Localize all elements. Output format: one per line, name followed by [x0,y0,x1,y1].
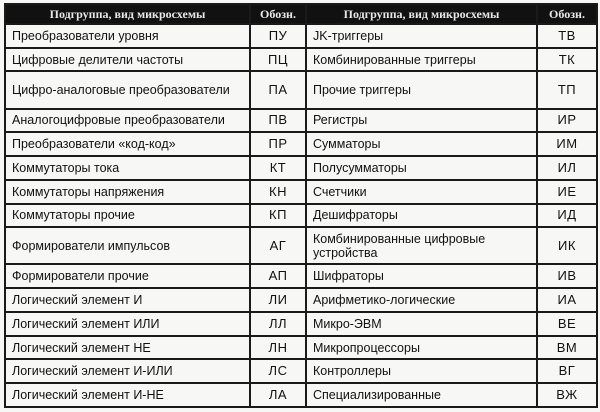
left-subgroup-name: Логический элемент ИЛИ [5,312,250,336]
table-row [5,204,597,228]
left-subgroup-name: Логический элемент И-НЕ [5,383,250,407]
right-subgroup-name: Дешифраторы [306,204,537,228]
right-subgroup-name: JK-триггеры [306,24,537,48]
table-row [5,24,597,48]
left-designation: ПВ [250,109,306,133]
right-designation: ИД [537,204,597,228]
table-row [5,288,597,312]
left-subgroup-name: Преобразователи уровня [5,24,250,48]
left-subgroup-name: Цифровые делители частоты [5,48,250,72]
microcircuit-designation-table [4,3,598,408]
right-designation: ВЖ [537,383,597,407]
header-subgroup-left: Подгруппа, вид микросхемы [5,4,250,24]
table-body [5,24,597,407]
table-row [5,109,597,133]
header-row [5,4,597,24]
table-row [5,359,597,383]
right-designation: ТП [537,71,597,108]
left-designation: ПЦ [250,48,306,72]
right-subgroup-name: Арифметико-логические [306,288,537,312]
left-designation: АП [250,264,306,288]
left-designation: ПР [250,132,306,156]
left-designation: КТ [250,156,306,180]
right-designation: ИР [537,109,597,133]
table-header [5,4,597,24]
left-designation: ЛИ [250,288,306,312]
left-subgroup-name: Логический элемент И [5,288,250,312]
table-row [5,132,597,156]
right-designation: ТК [537,48,597,72]
left-subgroup-name: Преобразователи «код-код» [5,132,250,156]
table-row [5,180,597,204]
right-subgroup-name: Шифраторы [306,264,537,288]
right-designation: ВМ [537,336,597,360]
right-subgroup-name: Регистры [306,109,537,133]
right-designation: ВЕ [537,312,597,336]
left-subgroup-name: Логический элемент И-ИЛИ [5,359,250,383]
right-subgroup-name: Прочие триггеры [306,71,537,108]
left-designation: АГ [250,227,306,264]
left-designation: ЛЛ [250,312,306,336]
right-subgroup-name: Микро-ЭВМ [306,312,537,336]
table-row [5,227,597,264]
table-row [5,71,597,108]
right-subgroup-name: Микропроцессоры [306,336,537,360]
right-designation: ИА [537,288,597,312]
header-subgroup-right: Подгруппа, вид микросхемы [306,4,537,24]
left-designation: ЛА [250,383,306,407]
left-subgroup-name: Логический элемент НЕ [5,336,250,360]
right-subgroup-name: Полусумматоры [306,156,537,180]
right-designation: ИВ [537,264,597,288]
table-row [5,264,597,288]
table-row [5,383,597,407]
right-designation: ИК [537,227,597,264]
header-code-right: Обозн. [537,4,597,24]
left-subgroup-name: Формирователи импульсов [5,227,250,264]
left-subgroup-name: Аналогоцифровые преобразователи [5,109,250,133]
right-subgroup-name: Специализированные [306,383,537,407]
left-subgroup-name: Коммутаторы напряжения [5,180,250,204]
right-designation: ИЕ [537,180,597,204]
left-designation: ПУ [250,24,306,48]
left-subgroup-name: Цифро-аналоговые преобразователи [5,71,250,108]
right-designation: ИЛ [537,156,597,180]
header-code-left: Обозн. [250,4,306,24]
left-subgroup-name: Коммутаторы тока [5,156,250,180]
left-designation: ЛС [250,359,306,383]
right-subgroup-name: Комбинированные цифровые устройства [306,227,537,264]
right-subgroup-name: Сумматоры [306,132,537,156]
right-designation: ИМ [537,132,597,156]
right-designation: ВГ [537,359,597,383]
left-subgroup-name: Формирователи прочие [5,264,250,288]
left-designation: ПА [250,71,306,108]
left-designation: КП [250,204,306,228]
right-designation: ТВ [537,24,597,48]
right-subgroup-name: Комбинированные триггеры [306,48,537,72]
table-row [5,48,597,72]
right-subgroup-name: Контроллеры [306,359,537,383]
right-subgroup-name: Счетчики [306,180,537,204]
left-designation: КН [250,180,306,204]
left-subgroup-name: Коммутаторы прочие [5,204,250,228]
left-designation: ЛН [250,336,306,360]
table-row [5,156,597,180]
table-row [5,312,597,336]
table-row [5,336,597,360]
